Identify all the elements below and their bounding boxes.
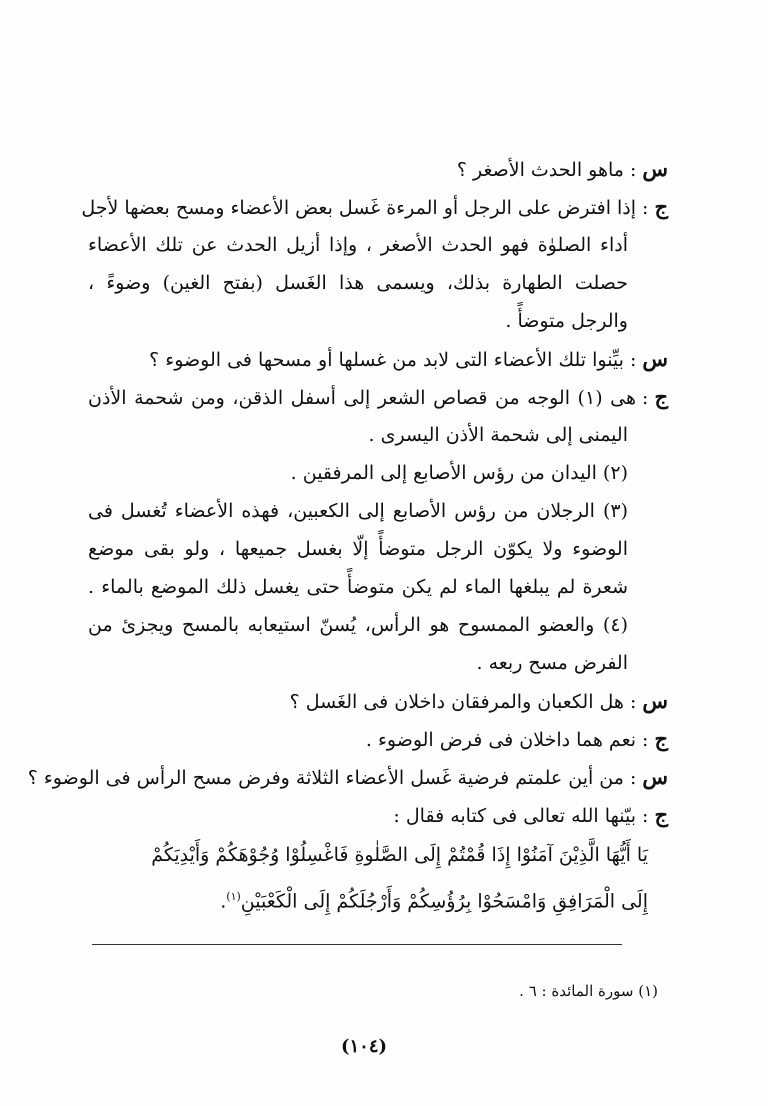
answer-text: نعم هما داخلان فى فرض الوضوء . [365, 729, 637, 751]
question-line [88, 340, 668, 378]
question-line [88, 150, 668, 188]
quran-verse-text: إِلَى الْمَرَافِقِ وَامْسَحُوْا بِرُؤُسِكُمْ وَأَرْجُلَكُمْ إِلَى الْكَعْبَيْنِ [240, 890, 648, 913]
colon: : [642, 729, 649, 751]
question-text: بيِّنوا تلك الأعضاء التى لابد من غسلها أو مسحها فى الوضوء ؟ [149, 349, 624, 371]
answer-line [88, 796, 668, 834]
question-line [88, 682, 668, 720]
page-number: (١٠٤) [340, 1036, 388, 1057]
verse-end-mark: . [220, 890, 227, 913]
answer-marker: ج [654, 726, 668, 751]
colon: : [629, 159, 637, 181]
answer-continuation: أداء الصلوٰة فهو الحدث الأصغر ، وإذا أزيل الحدث عن تلك الأعضاء [88, 234, 628, 256]
answer-line [88, 720, 668, 758]
quran-verse-line: يَا أَيُّهَا الَّذِيْنَ آمَنُوْا إِذَا قُمْتُمْ إِلَى الصَّلٰوةِ فَاغْسِلُوْا وُجُوْهَكُمْ وَأَيْدِيَكُمْ [151, 844, 648, 866]
footnote [400, 982, 658, 1000]
answer-text: هى (١) الوجه من قصاص الشعر إلى أسفل الذقن، ومن شحمة الأذن [88, 387, 637, 409]
list-item-3: (٣) الرجلان من رؤس الأصابع إلى الكعبين، فهذه الأعضاء تُغسل فى [88, 500, 628, 522]
quran-verse-line [88, 876, 668, 918]
colon: : [629, 767, 637, 789]
answer-marker: ج [654, 194, 668, 219]
colon: : [642, 805, 649, 827]
list-item-3-continuation: شعرة لم يبلغها الماء لم يكن متوضأً حتى يغسل ذلك الموضع بالماء . [88, 576, 628, 598]
question-line [27, 758, 668, 796]
answer-text: بيّنها الله تعالى فى كتابه فقال : [393, 805, 637, 827]
list-item-2: (٢) اليدان من رؤس الأصابع إلى المرفقين . [290, 462, 628, 484]
answer-continuation: اليمنى إلى شحمة الأذن اليسرى . [368, 424, 628, 446]
list-item-3-continuation: الوضوء ولا يكوّن الرجل متوضأً إلّا بغسل جميعها ، ولو بقى موضع [88, 538, 628, 560]
answer-text: إذا افترض على الرجل أو المرءة غَسل بعض الأعضاء ومسح بعضها لأجل [81, 197, 637, 219]
colon: : [642, 197, 649, 219]
question-text: هل الكعبان والمرفقان داخلان فى الغَسل ؟ [289, 691, 624, 713]
answer-marker: ج [654, 802, 668, 827]
list-item-4-continuation: الفرض مسح ربعه . [476, 652, 628, 674]
footnote-text: سورة المائدة : ٦ . [519, 982, 634, 1000]
answer-continuation: والرجل متوضأً . [505, 310, 628, 332]
list-item-4: (٤) والعضو الممسوح هو الرأس، يُسنّ استيعابه بالمسح ويجزئ من [88, 614, 628, 636]
colon: : [629, 349, 637, 371]
question-marker: س [642, 346, 668, 371]
colon: : [629, 691, 637, 713]
answer-continuation: حصلت الطهارة بذلك، ويسمى هذا الغَسل (بفتح الغين) وضوءً ، [88, 272, 628, 294]
question-marker: س [642, 688, 668, 713]
footnote-reference: (١) [226, 890, 241, 903]
question-text: ماهو الحدث الأصغر ؟ [456, 159, 624, 181]
answer-marker: ج [654, 384, 668, 409]
question-marker: س [642, 156, 668, 181]
footnote-separator [92, 944, 622, 945]
question-text: من أين علمتم فرضية غَسل الأعضاء الثلاثة وفرض مسح الرأس فى الوضوء ؟ [27, 767, 624, 789]
main-text [27, 150, 668, 918]
answer-line [81, 188, 668, 226]
question-marker: س [642, 764, 668, 789]
colon: : [642, 387, 649, 409]
footnote-marker: (١) [638, 982, 658, 1000]
answer-line [88, 378, 668, 416]
